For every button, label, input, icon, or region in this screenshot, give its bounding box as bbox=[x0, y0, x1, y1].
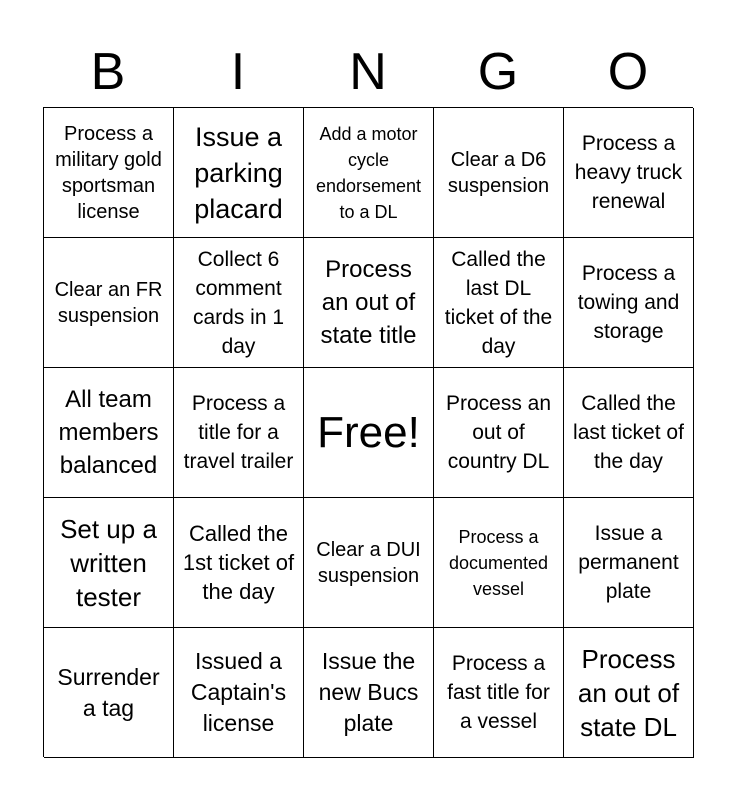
cell-text: Issue the new Bucs plate bbox=[318, 648, 419, 736]
cell-text: Process an out of state DL bbox=[577, 643, 680, 742]
bingo-cell-g4[interactable] bbox=[434, 498, 564, 628]
cell-text: Clear a DUI suspension bbox=[316, 538, 421, 587]
bingo-cell-i5[interactable] bbox=[174, 628, 304, 758]
cell-text: Process a military gold sportsman license bbox=[55, 122, 162, 223]
bingo-cell-g1[interactable] bbox=[434, 108, 564, 238]
cell-text: Collect 6 comment cards in 1 day bbox=[192, 247, 285, 358]
header-letter-o: O bbox=[607, 43, 649, 101]
bingo-cell-o5[interactable] bbox=[564, 628, 694, 758]
bingo-cell-o4[interactable] bbox=[564, 498, 694, 628]
header-letter-i: I bbox=[230, 43, 246, 101]
header-letter-b: B bbox=[90, 43, 126, 101]
bingo-cell-b2[interactable] bbox=[44, 238, 174, 368]
cell-text: Called the last DL ticket of the day bbox=[444, 247, 553, 358]
bingo-cell-n4[interactable] bbox=[304, 498, 434, 628]
bingo-cell-o1[interactable] bbox=[564, 108, 694, 238]
bingo-cell-b3[interactable] bbox=[44, 368, 174, 498]
cell-text: Add a motor cycle endorsement to a DL bbox=[315, 123, 422, 222]
bingo-cell-i2[interactable] bbox=[174, 238, 304, 368]
cell-text: All team members balanced bbox=[58, 386, 159, 479]
bingo-cell-b4[interactable] bbox=[44, 498, 174, 628]
cell-text: Clear a D6 suspension bbox=[447, 148, 550, 197]
cell-text: Process an out of country DL bbox=[445, 392, 552, 473]
header-letter-n: N bbox=[349, 43, 387, 101]
cell-text: Set up a written tester bbox=[60, 513, 157, 612]
bingo-cell-n2[interactable] bbox=[304, 238, 434, 368]
header-letter-g: G bbox=[477, 43, 519, 101]
bingo-cell-n1[interactable] bbox=[304, 108, 434, 238]
bingo-cell-b5[interactable] bbox=[44, 628, 174, 758]
cell-text: Process a towing and storage bbox=[577, 262, 680, 343]
bingo-grid bbox=[43, 107, 693, 757]
cell-text: Issued a Captain's license bbox=[190, 648, 287, 736]
cell-text: Process a heavy truck renewal bbox=[574, 132, 683, 213]
cell-text: Surrender a tag bbox=[57, 663, 160, 721]
cell-text: Called the 1st ticket of the day bbox=[182, 521, 295, 604]
bingo-cell-o3[interactable] bbox=[564, 368, 694, 498]
cell-text: Process a documented vessel bbox=[448, 526, 549, 599]
bingo-cell-i1[interactable] bbox=[174, 108, 304, 238]
cell-text: Process an out of state title bbox=[320, 256, 417, 349]
bingo-cell-b1[interactable] bbox=[44, 108, 174, 238]
cell-text: Process a fast title for a vessel bbox=[447, 652, 550, 733]
cell-text: Called the last ticket of the day bbox=[573, 392, 684, 473]
bingo-cell-g3[interactable] bbox=[434, 368, 564, 498]
cell-text: Process a title for a travel trailer bbox=[183, 392, 294, 473]
bingo-cell-i3[interactable] bbox=[174, 368, 304, 498]
bingo-cell-o2[interactable] bbox=[564, 238, 694, 368]
cell-text: Clear an FR suspension bbox=[54, 278, 163, 327]
bingo-header bbox=[43, 40, 693, 104]
cell-text: Issue a parking placard bbox=[194, 121, 283, 224]
bingo-cell-g5[interactable] bbox=[434, 628, 564, 758]
bingo-cell-g2[interactable] bbox=[434, 238, 564, 368]
cell-text: Free! bbox=[317, 407, 420, 457]
bingo-cell-n5[interactable] bbox=[304, 628, 434, 758]
bingo-cell-free[interactable] bbox=[304, 368, 434, 498]
bingo-cell-i4[interactable] bbox=[174, 498, 304, 628]
cell-text: Issue a permanent plate bbox=[578, 522, 679, 603]
